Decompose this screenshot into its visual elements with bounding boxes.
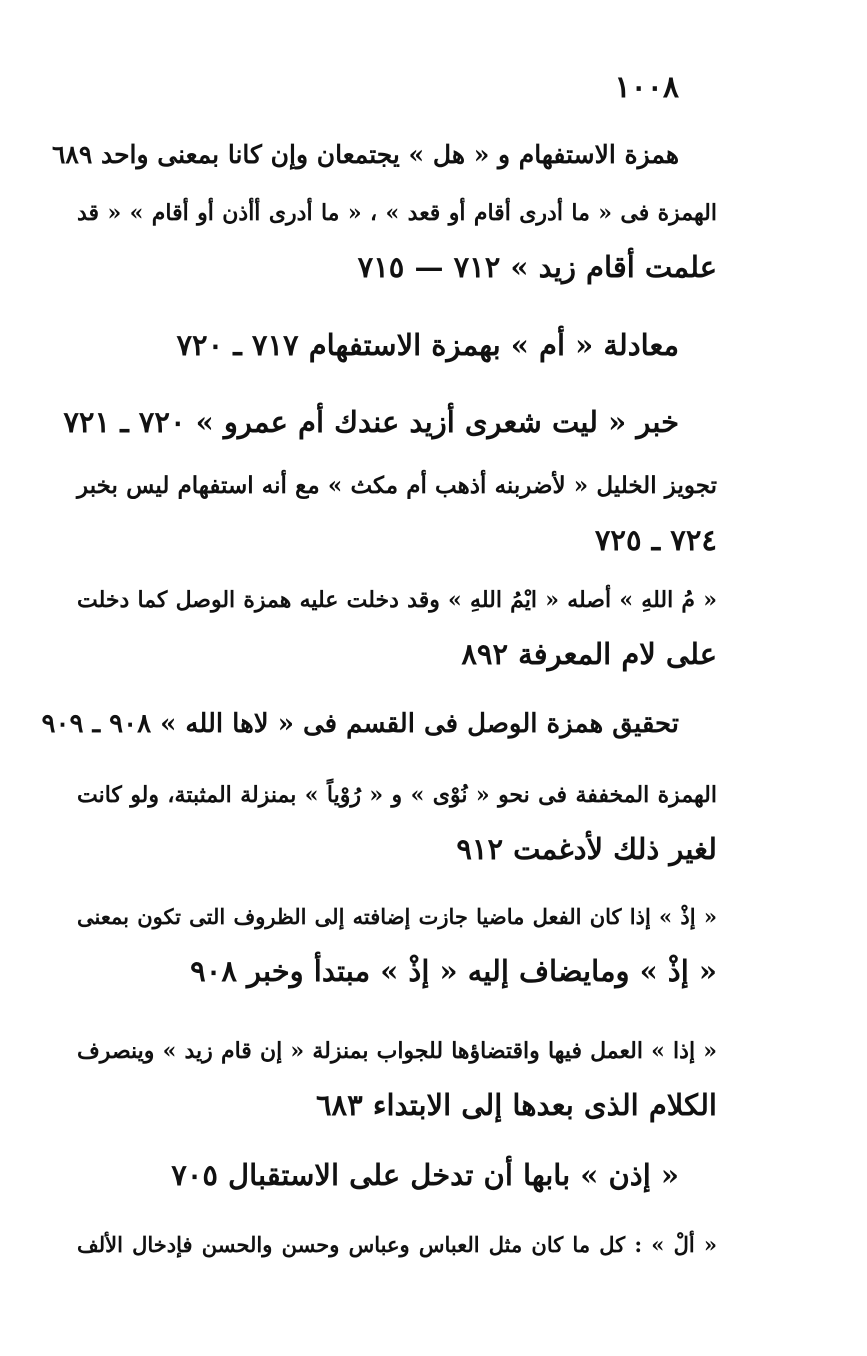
- entry-line: ٧٢٤ ـ ٧٢٥: [594, 523, 717, 557]
- index-entry: [77, 890, 717, 998]
- index-entry: [77, 768, 717, 876]
- entry-line: تجويز الخليل « لأضربنه أذهب أم مكث » مع أنه استفهام ليس بخبر: [77, 472, 717, 499]
- page-number: ١٠٠٨: [614, 70, 679, 105]
- index-entry: [77, 459, 717, 567]
- entry-line: الهمزة فى « ما أدرى أقام أو قعد » ، « ما أدرى أأذن أو أقام » « قد: [77, 200, 717, 226]
- entry-line: الهمزة المخففة فى نحو « نُوْى » و « رُوْياً » بمنزلة المثبتة، ولو كانت: [77, 782, 717, 808]
- index-entry: [171, 1148, 679, 1202]
- entry-line: « إذْ » إذا كان الفعل ماضيا جازت إضافته إلى الظروف التى تكون بمعنى: [77, 904, 717, 929]
- entry-line: معادلة « أم » بهمزة الاستفهام ٧١٧ ـ ٧٢٠: [176, 328, 679, 362]
- entry-line: « مُ اللهِ » أصله « ايْمُ اللهِ » وقد دخلت عليه همزة الوصل كما دخلت: [77, 587, 717, 613]
- entry-line: علمت أقام زيد » ٧١٢ — ٧١٥: [357, 250, 717, 284]
- index-entry: [52, 128, 679, 182]
- entry-line: على لام المعرفة ٨٩٢: [461, 637, 717, 671]
- entry-line: تحقيق همزة الوصل فى القسم فى « لاها الله » ٩٠٨ ـ ٩٠٩: [41, 709, 679, 739]
- entry-line: « إذن » بابها أن تدخل على الاستقبال ٧٠٥: [171, 1158, 679, 1192]
- index-entry: [77, 1218, 717, 1272]
- index-entry: [77, 573, 717, 681]
- index-entry: [176, 318, 679, 372]
- index-entry: [77, 1024, 717, 1132]
- index-entry: [42, 697, 679, 751]
- entry-line: لغير ذلك لأدغمت ٩١٢: [456, 832, 717, 866]
- entry-line: خبر « ليت شعرى أزيد عندك أم عمرو » ٧٢٠ ـ ٧٢١: [63, 405, 679, 439]
- entry-line: « إذْ » ومايضاف إليه « إذْ » مبتدأ وخبر ٩٠٨: [190, 954, 717, 988]
- entry-line: « إذا » العمل فيها واقتضاؤها للجواب بمنزلة « إن قام زيد » وينصرف: [77, 1038, 717, 1064]
- entry-line: « ألْ » : كل ما كان مثل العباس وعباس وحسن والحسن فإدخال الألف: [77, 1232, 717, 1257]
- entry-line: الكلام الذى بعدها إلى الابتداء ٦٨٣: [315, 1088, 717, 1122]
- entry-line: همزة الاستفهام و « هل » يجتمعان وإن كانا بمعنى واحد ٦٨٩: [51, 140, 679, 169]
- index-entry: [63, 395, 679, 449]
- index-entry: [77, 186, 717, 294]
